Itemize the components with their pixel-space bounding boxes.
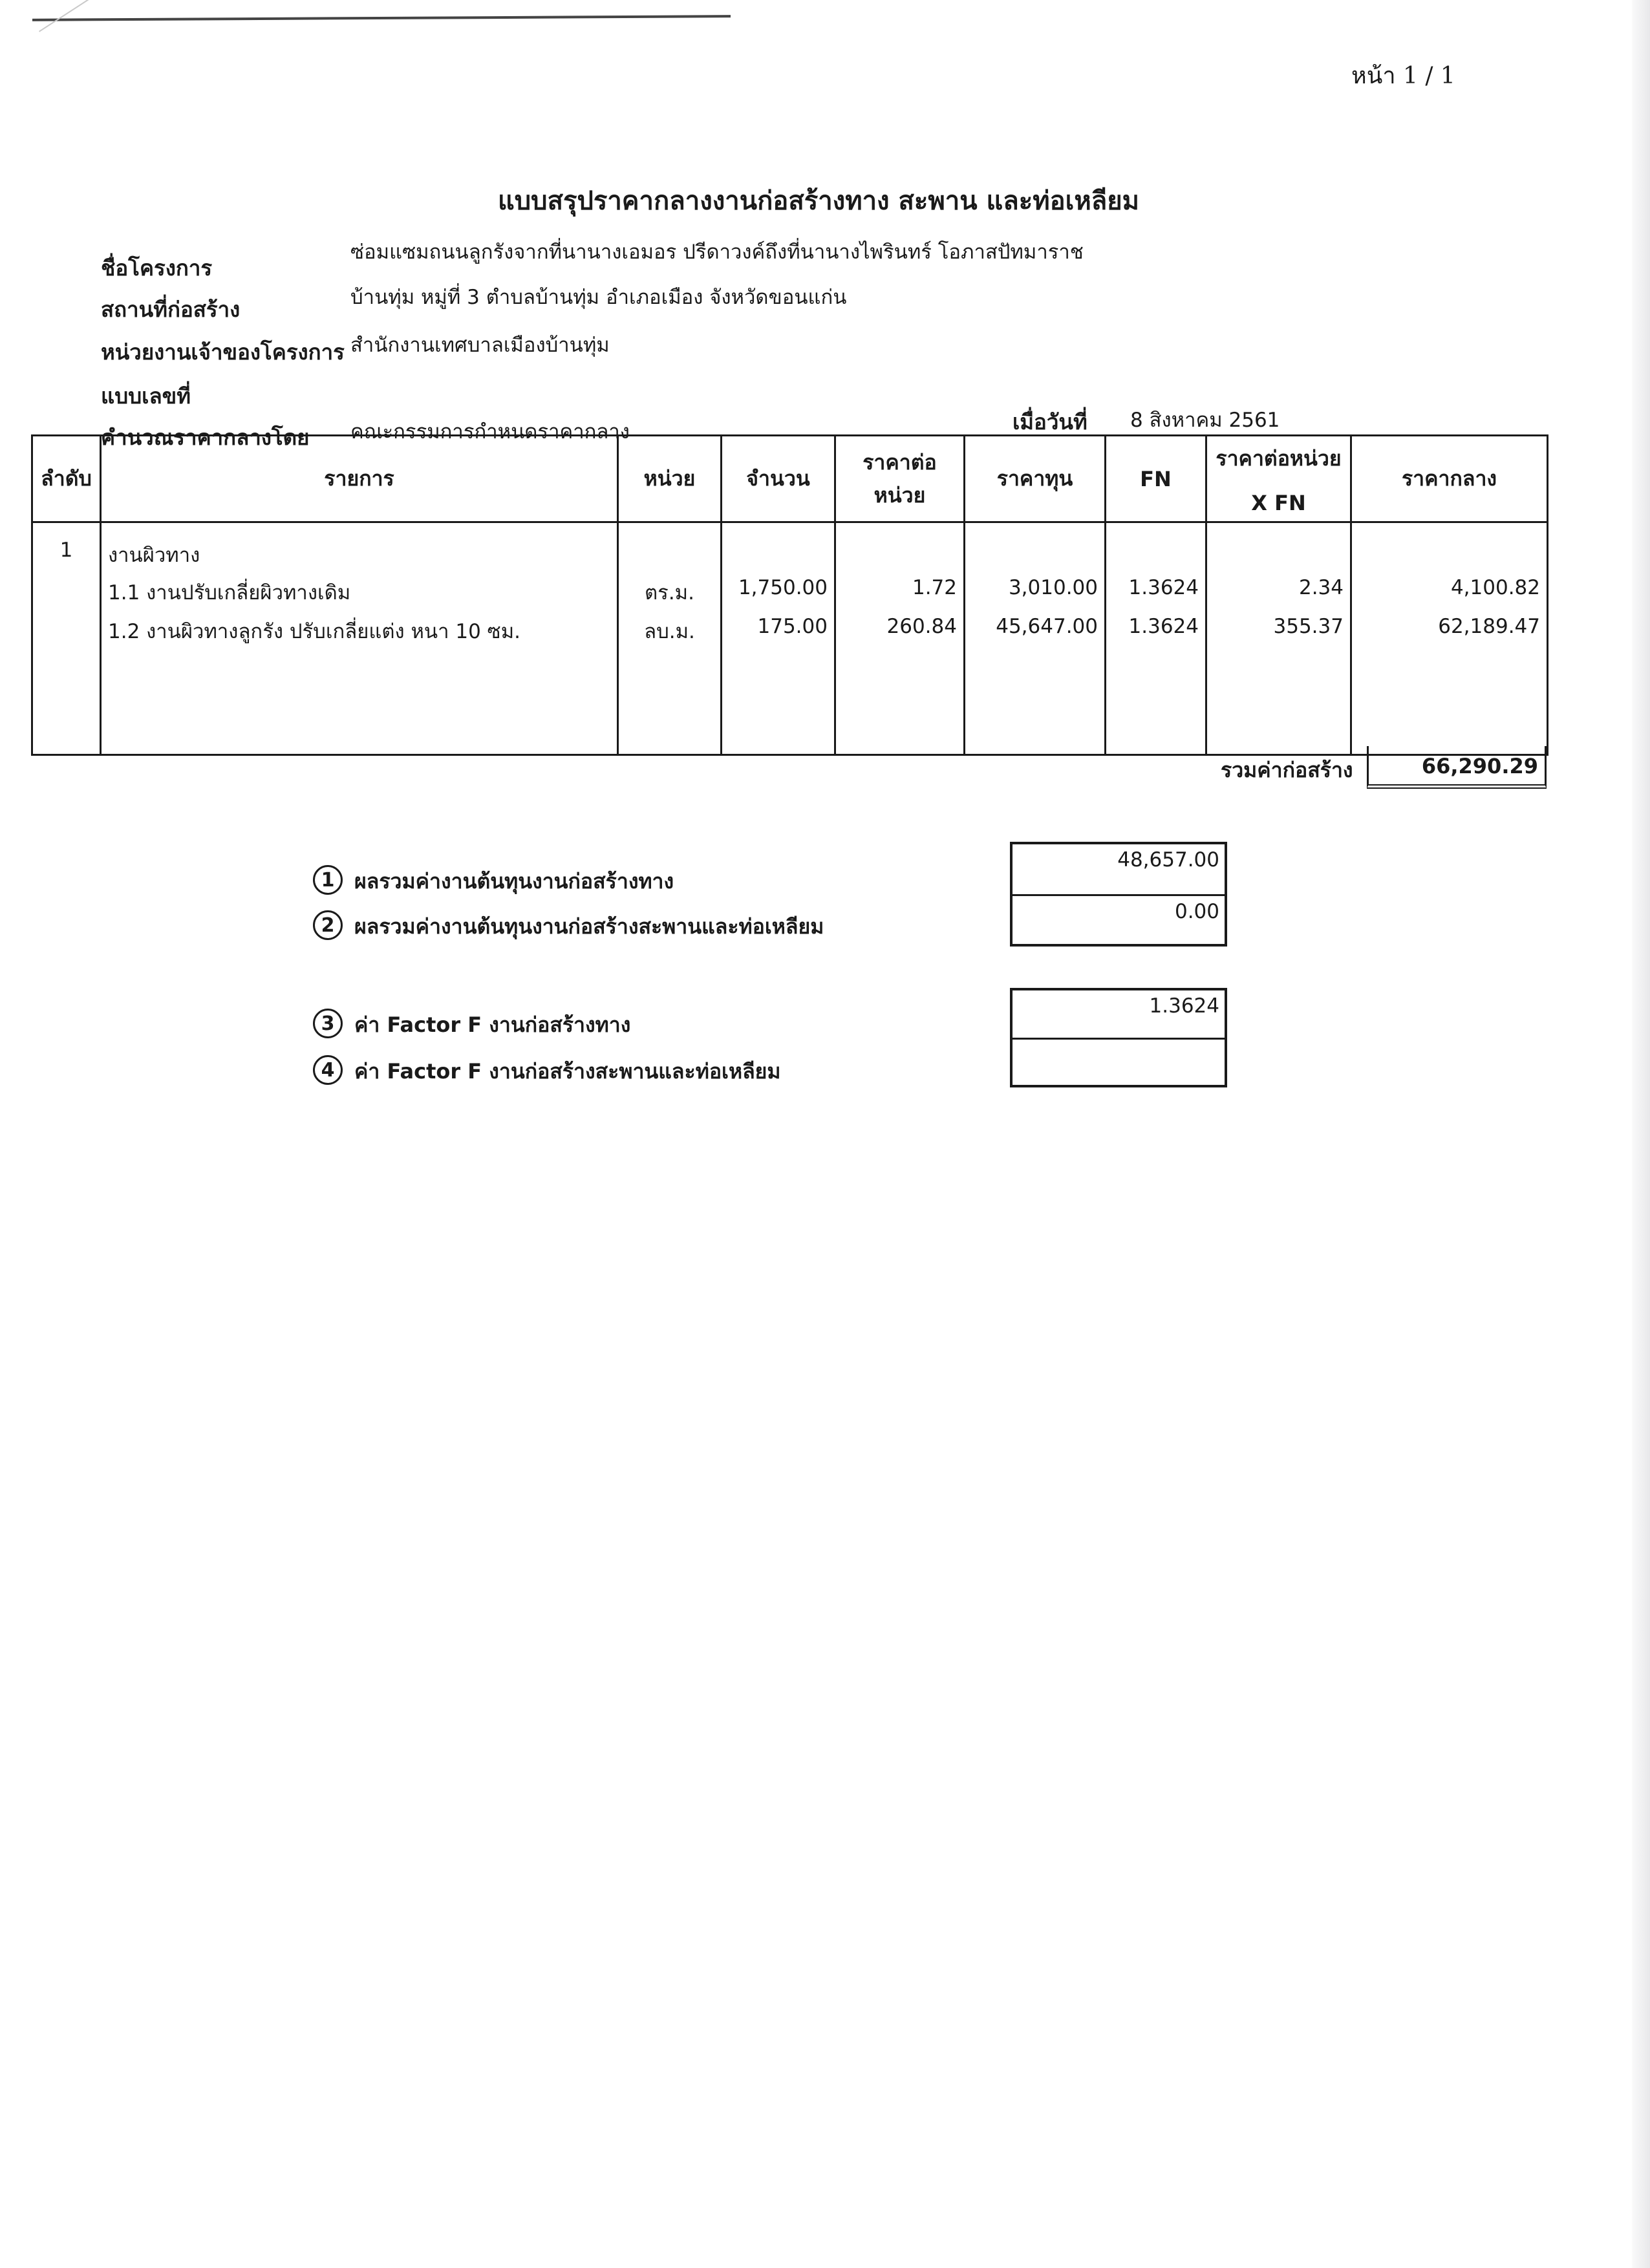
calc-by-value: คณะกรรมการกำหนดราคากลาง bbox=[350, 420, 630, 444]
scan-edge-line bbox=[32, 15, 731, 21]
circle-number-1: 1 bbox=[313, 865, 343, 895]
project-value: ซ่อมแซมถนนลูกรังจากที่นานางเอมอร ปรีดาวงค์ถึงที่นานางไพรินทร์ โอภาสปัทมาราช bbox=[350, 241, 1084, 264]
circle-number-2: 2 bbox=[313, 910, 343, 940]
row-qty: 1,750.00 bbox=[722, 573, 835, 612]
summary-label-1: ผลรวมค่างานต้นทุนงานก่อสร้างทาง bbox=[354, 869, 674, 893]
header-unit-price-fn-line2: X FN bbox=[1251, 491, 1306, 515]
total-value: 66,290.29 bbox=[1367, 746, 1547, 789]
row-fn: 1.3624 bbox=[1106, 612, 1206, 651]
header-qty: จำนวน bbox=[722, 436, 835, 522]
header-unit-price-fn-line1: ราคาต่อหน่วย bbox=[1216, 446, 1342, 471]
table-row-empty bbox=[32, 651, 1548, 754]
header-fn: FN bbox=[1106, 436, 1206, 522]
total-label: รวมค่าก่อสร้าง bbox=[1221, 758, 1353, 782]
page-number: หน้า 1 / 1 bbox=[1351, 63, 1455, 89]
table-row bbox=[32, 612, 1548, 651]
factor-value-4 bbox=[1012, 1038, 1225, 1085]
header-cost: ราคาทุน bbox=[965, 436, 1106, 522]
table-row bbox=[32, 522, 1548, 574]
header-no: ลำดับ bbox=[32, 436, 101, 522]
table-row bbox=[32, 573, 1548, 612]
group-no: 1 bbox=[32, 522, 101, 574]
header-unit: หน่วย bbox=[618, 436, 722, 522]
scan-right-edge bbox=[1632, 0, 1650, 2268]
summary-label-2: ผลรวมค่างานต้นทุนงานก่อสร้างสะพานและท่อเหลียม bbox=[354, 914, 824, 939]
row-median: 4,100.82 bbox=[1351, 573, 1548, 612]
row-unit: ตร.ม. bbox=[618, 573, 722, 612]
plan-number-label: แบบเลขที่ bbox=[101, 383, 191, 409]
row-unit-price-fn: 2.34 bbox=[1206, 573, 1351, 612]
factor-label-4: ค่า Factor F งานก่อสร้างสะพานและท่อเหลียม bbox=[354, 1059, 781, 1084]
header-item: รายการ bbox=[101, 436, 618, 522]
summary-cost-box bbox=[1010, 842, 1227, 947]
row-unit: ลบ.ม. bbox=[618, 612, 722, 651]
row-item: 1.1 งานปรับเกลี่ยผิวทางเดิม bbox=[101, 573, 618, 612]
header-median: ราคากลาง bbox=[1351, 436, 1548, 522]
group-item: งานผิวทาง bbox=[101, 522, 618, 574]
location-value: บ้านทุ่ม หมู่ที่ 3 ตำบลบ้านทุ่ม อำเภอเมือง จังหวัดขอนแก่น bbox=[350, 286, 847, 309]
row-fn: 1.3624 bbox=[1106, 573, 1206, 612]
scan-fold-line bbox=[39, 0, 257, 32]
header-unit-price-fn bbox=[1206, 436, 1351, 522]
table-header-row bbox=[32, 436, 1548, 522]
row-unit-cost: 1.72 bbox=[835, 573, 965, 612]
project-label: ชื่อโครงการ bbox=[101, 255, 213, 281]
row-median: 62,189.47 bbox=[1351, 612, 1548, 651]
date-label: เมื่อวันที่ bbox=[1012, 409, 1088, 434]
summary-value-2: 0.00 bbox=[1012, 894, 1225, 944]
circle-number-4: 4 bbox=[313, 1055, 343, 1085]
row-unit-price-fn: 355.37 bbox=[1206, 612, 1351, 651]
row-qty: 175.00 bbox=[722, 612, 835, 651]
owner-value: สำนักงานเทศบาลเมืองบ้านทุ่ม bbox=[350, 334, 610, 357]
factor-value-3: 1.3624 bbox=[1149, 994, 1219, 1018]
cost-table bbox=[31, 434, 1548, 756]
document-title: แบบสรุปราคากลางงานก่อสร้างทาง สะพาน และท่อเหลียม bbox=[498, 186, 1140, 216]
row-item: 1.2 งานผิวทางลูกรัง ปรับเกลี่ยแต่ง หนา 10 ซม. bbox=[101, 612, 618, 651]
date-value: 8 สิงหาคม 2561 bbox=[1130, 409, 1280, 432]
header-unit-cost: ราคาต่อหน่วย bbox=[835, 436, 965, 522]
factor-box bbox=[1010, 988, 1227, 1087]
owner-label: หน่วยงานเจ้าของโครงการ bbox=[101, 339, 345, 365]
factor-label-3: ค่า Factor F งานก่อสร้างทาง bbox=[354, 1012, 631, 1037]
location-label: สถานที่ก่อสร้าง bbox=[101, 297, 241, 322]
row-cost: 45,647.00 bbox=[965, 612, 1106, 651]
row-cost: 3,010.00 bbox=[965, 573, 1106, 612]
circle-number-3: 3 bbox=[313, 1009, 343, 1038]
row-unit-cost: 260.84 bbox=[835, 612, 965, 651]
calc-by-label: คำนวณราคากลางโดย bbox=[101, 425, 310, 450]
summary-value-1: 48,657.00 bbox=[1117, 848, 1219, 872]
